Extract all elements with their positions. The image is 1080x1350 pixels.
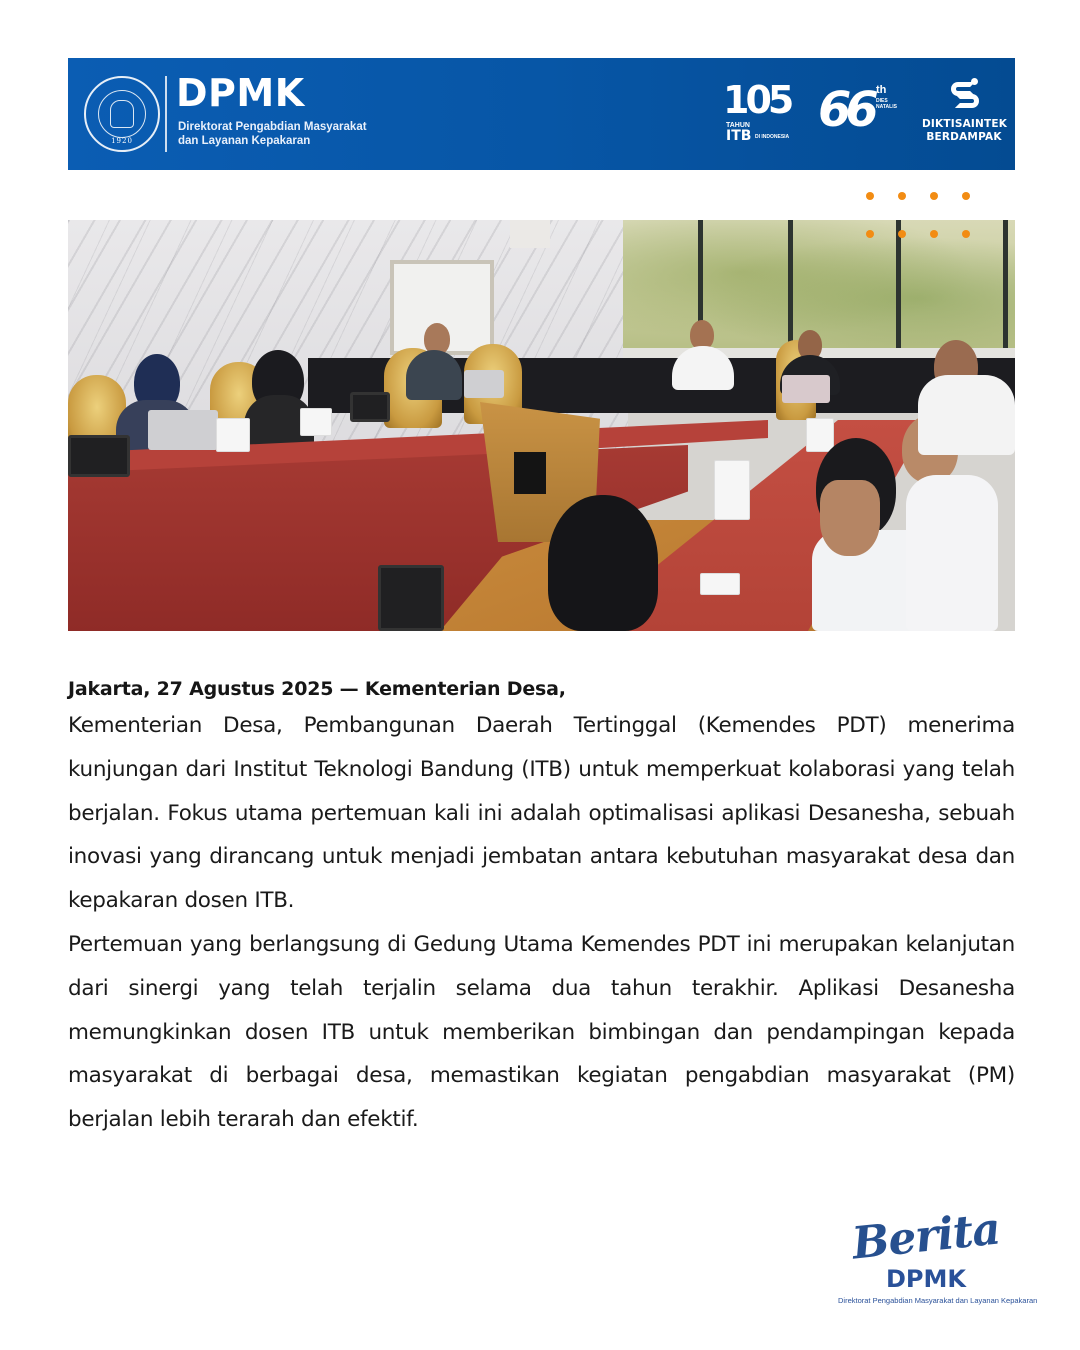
berita-script-title: Berita [849, 1203, 1003, 1270]
seal-year: 1920 [111, 137, 133, 145]
article-paragraph-1: Kementerian Desa, Pembangunan Daerah Tertinggal (Kemendes PDT) menerima kunjungan dari Institut Teknologi Bandung (ITB) untuk memperkuat kolaborasi yang telah berjalan. Fokus utama pertemuan kali ini adalah optimalisasi aplikasi Desanesha, sebuah inovasi yang dirancang untuk menjadi jembatan antara kebutuhan masyarakat desa dan kepakaran dosen ITB. [68, 713, 1015, 914]
brand-subtitle-line2: dan Layanan Kepakaran [178, 135, 311, 147]
diktisaintek-line2: BERDAMPAK [926, 131, 1002, 143]
laptop [350, 392, 390, 422]
air-conditioner [510, 220, 550, 248]
snack-box [300, 408, 332, 436]
laptop [148, 410, 218, 450]
laptop [68, 435, 130, 477]
diktisaintek-logo [922, 78, 1006, 154]
snack-box [216, 418, 250, 452]
brand-subtitle [178, 120, 367, 148]
logo-66-number: 66 [818, 82, 873, 138]
notebook [700, 573, 740, 595]
windows [623, 220, 1015, 350]
snack-box [806, 418, 834, 452]
itb-105-years-logo [723, 80, 795, 150]
logo-105-tagline: DI INDONESIA [755, 134, 790, 140]
decorative-dots [866, 192, 976, 238]
laptop [464, 370, 504, 398]
logo-divider [165, 76, 167, 152]
logo-66-caption: DIES NATALIS [876, 98, 897, 110]
meeting-photo [68, 220, 1015, 631]
diktisaintek-line1: DIKTISAINTEK [922, 118, 1008, 130]
berita-dpmk-logo [838, 1203, 1038, 1320]
snack-box [714, 460, 750, 520]
ganesha-icon [110, 100, 134, 128]
berita-subtitle: Direktorat Pengabdian Masyarakat dan Layanan Kepakaran [838, 1296, 1038, 1305]
itb-seal-logo [84, 76, 160, 152]
diktisaintek-figure-icon [947, 78, 981, 112]
laptop [378, 565, 444, 631]
article-paragraph-2: Pertemuan yang berlangsung di Gedung Utama Kemendes PDT ini merupakan kelanjutan dari sinergi yang telah terjalin selama dua tahun terakhir. Aplikasi Desanesha memungkinkan dosen ITB untuk memberikan bimbingan dan pendampingan kepada masyarakat di berbagai desa, memastikan kegiatan pengabdian masyarakat (PM) berjalan lebih terarah dan efektif. [68, 931, 1015, 1133]
logo-105-itb: ITB [726, 128, 752, 144]
header-banner [68, 58, 1015, 170]
logo-66-suffix: th [876, 84, 887, 96]
brand-title: DPMK [176, 71, 305, 115]
podium-screen [514, 452, 546, 494]
brand-subtitle-line1: Direktorat Pengabdian Masyarakat [178, 121, 367, 133]
dies-natalis-66-logo [818, 80, 902, 150]
article-lead: Jakarta, 27 Agustus 2025 — Kementerian Desa, [68, 678, 566, 700]
laptop [782, 375, 830, 403]
logo-105-tahun: TAHUN [726, 122, 750, 129]
article [68, 674, 1015, 1142]
berita-brand: DPMK [886, 1265, 966, 1293]
logo-105-number: 105 [723, 78, 791, 122]
